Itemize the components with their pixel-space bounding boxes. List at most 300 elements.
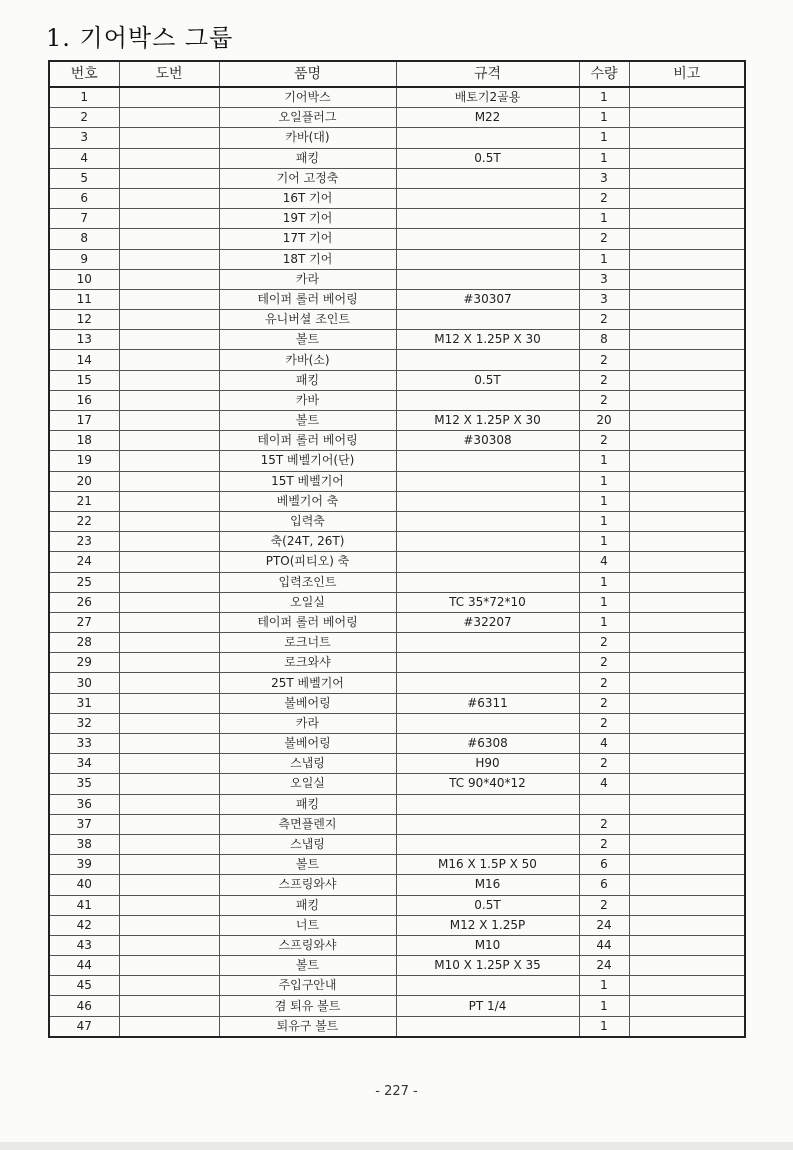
- header-note: 비고: [629, 61, 745, 87]
- cell-name: 패킹: [219, 370, 396, 390]
- cell-spec: [396, 552, 579, 572]
- cell-no: 17: [49, 411, 119, 431]
- cell-qty: 1: [579, 511, 629, 531]
- cell-no: 16: [49, 390, 119, 410]
- header-no: 번호: [49, 61, 119, 87]
- cell-spec: [396, 128, 579, 148]
- cell-name: 카바: [219, 390, 396, 410]
- page-title: 1. 기어박스 그룹: [46, 24, 234, 52]
- cell-qty: 24: [579, 956, 629, 976]
- cell-drawing: [119, 511, 219, 531]
- cell-qty: 1: [579, 108, 629, 128]
- cell-no: 33: [49, 734, 119, 754]
- table-row: [49, 713, 745, 733]
- cell-note: [629, 148, 745, 168]
- cell-spec: 배토기2골용: [396, 87, 579, 108]
- cell-no: 24: [49, 552, 119, 572]
- cell-name: 17T 기어: [219, 229, 396, 249]
- cell-qty: 2: [579, 633, 629, 653]
- cell-note: [629, 673, 745, 693]
- cell-no: 25: [49, 572, 119, 592]
- cell-name: 오일플러그: [219, 108, 396, 128]
- cell-spec: [396, 834, 579, 854]
- table-row: [49, 633, 745, 653]
- cell-drawing: [119, 532, 219, 552]
- cell-drawing: [119, 370, 219, 390]
- cell-note: [629, 128, 745, 148]
- cell-note: [629, 168, 745, 188]
- cell-no: 37: [49, 814, 119, 834]
- cell-qty: 1: [579, 209, 629, 229]
- cell-name: 19T 기어: [219, 209, 396, 229]
- cell-drawing: [119, 310, 219, 330]
- cell-qty: 2: [579, 229, 629, 249]
- parts-table: [48, 60, 746, 1038]
- cell-note: [629, 370, 745, 390]
- cell-drawing: [119, 693, 219, 713]
- cell-name: 유니버셜 조인트: [219, 310, 396, 330]
- cell-spec: M12 X 1.25P: [396, 915, 579, 935]
- cell-note: [629, 592, 745, 612]
- cell-qty: 1: [579, 148, 629, 168]
- table-row: [49, 592, 745, 612]
- cell-spec: 0.5T: [396, 895, 579, 915]
- cell-note: [629, 935, 745, 955]
- cell-spec: [396, 532, 579, 552]
- table-row: [49, 996, 745, 1016]
- table-row: [49, 209, 745, 229]
- cell-drawing: [119, 935, 219, 955]
- cell-qty: 8: [579, 330, 629, 350]
- cell-no: 43: [49, 935, 119, 955]
- cell-drawing: [119, 572, 219, 592]
- table-row: [49, 188, 745, 208]
- cell-name: 볼트: [219, 411, 396, 431]
- cell-drawing: [119, 289, 219, 309]
- cell-drawing: [119, 390, 219, 410]
- cell-drawing: [119, 87, 219, 108]
- table-row: [49, 451, 745, 471]
- cell-name: 스냅링: [219, 754, 396, 774]
- cell-note: [629, 431, 745, 451]
- cell-note: [629, 693, 745, 713]
- cell-qty: 1: [579, 612, 629, 632]
- cell-spec: [396, 1016, 579, 1037]
- header-drawing: 도번: [119, 61, 219, 87]
- cell-note: [629, 612, 745, 632]
- cell-spec: M10: [396, 935, 579, 955]
- cell-no: 23: [49, 532, 119, 552]
- cell-drawing: [119, 330, 219, 350]
- cell-note: [629, 330, 745, 350]
- table-row: [49, 390, 745, 410]
- cell-no: 12: [49, 310, 119, 330]
- cell-note: [629, 814, 745, 834]
- cell-note: [629, 108, 745, 128]
- cell-name: 카라: [219, 713, 396, 733]
- cell-no: 9: [49, 249, 119, 269]
- cell-no: 15: [49, 370, 119, 390]
- table-row: [49, 128, 745, 148]
- cell-no: 1: [49, 87, 119, 108]
- cell-no: 7: [49, 209, 119, 229]
- table-row: [49, 774, 745, 794]
- cell-spec: [396, 209, 579, 229]
- cell-drawing: [119, 834, 219, 854]
- table-row: [49, 915, 745, 935]
- cell-spec: #30308: [396, 431, 579, 451]
- cell-note: [629, 713, 745, 733]
- table-row: [49, 289, 745, 309]
- cell-drawing: [119, 673, 219, 693]
- cell-no: 13: [49, 330, 119, 350]
- cell-name: 퇴유구 볼트: [219, 1016, 396, 1037]
- cell-no: 22: [49, 511, 119, 531]
- table-row: [49, 511, 745, 531]
- cell-spec: [396, 310, 579, 330]
- cell-note: [629, 491, 745, 511]
- cell-spec: H90: [396, 754, 579, 774]
- cell-name: 16T 기어: [219, 188, 396, 208]
- cell-name: 볼트: [219, 855, 396, 875]
- cell-name: 테이퍼 롤러 베어링: [219, 431, 396, 451]
- cell-qty: 1: [579, 592, 629, 612]
- table-row: [49, 330, 745, 350]
- cell-qty: 2: [579, 693, 629, 713]
- cell-note: [629, 915, 745, 935]
- table-row: [49, 350, 745, 370]
- cell-qty: 1: [579, 491, 629, 511]
- cell-spec: [396, 491, 579, 511]
- table-row: [49, 754, 745, 774]
- cell-note: [629, 451, 745, 471]
- cell-qty: 2: [579, 653, 629, 673]
- header-qty: 수량: [579, 61, 629, 87]
- table-row: [49, 491, 745, 511]
- cell-spec: 0.5T: [396, 148, 579, 168]
- cell-drawing: [119, 592, 219, 612]
- table-row: [49, 431, 745, 451]
- cell-spec: [396, 976, 579, 996]
- table-row: [49, 875, 745, 895]
- cell-name: 오일실: [219, 592, 396, 612]
- cell-drawing: [119, 956, 219, 976]
- cell-qty: 4: [579, 774, 629, 794]
- cell-drawing: [119, 814, 219, 834]
- cell-no: 26: [49, 592, 119, 612]
- cell-drawing: [119, 451, 219, 471]
- cell-spec: [396, 814, 579, 834]
- cell-note: [629, 511, 745, 531]
- table-row: [49, 956, 745, 976]
- cell-no: 38: [49, 834, 119, 854]
- cell-qty: 2: [579, 370, 629, 390]
- cell-no: 14: [49, 350, 119, 370]
- cell-name: 25T 베벨기어: [219, 673, 396, 693]
- cell-no: 5: [49, 168, 119, 188]
- table-header-row: [49, 61, 745, 87]
- cell-drawing: [119, 552, 219, 572]
- table-row: [49, 653, 745, 673]
- cell-qty: 1: [579, 572, 629, 592]
- table-row: [49, 411, 745, 431]
- cell-spec: M12 X 1.25P X 30: [396, 411, 579, 431]
- cell-note: [629, 411, 745, 431]
- cell-drawing: [119, 976, 219, 996]
- cell-spec: [396, 471, 579, 491]
- cell-note: [629, 87, 745, 108]
- cell-no: 35: [49, 774, 119, 794]
- cell-drawing: [119, 895, 219, 915]
- cell-drawing: [119, 491, 219, 511]
- cell-qty: 2: [579, 834, 629, 854]
- cell-qty: 1: [579, 471, 629, 491]
- cell-no: 46: [49, 996, 119, 1016]
- cell-name: 테이퍼 롤러 베어링: [219, 612, 396, 632]
- cell-qty: 1: [579, 128, 629, 148]
- cell-drawing: [119, 653, 219, 673]
- cell-drawing: [119, 774, 219, 794]
- cell-note: [629, 834, 745, 854]
- cell-note: [629, 310, 745, 330]
- cell-no: 28: [49, 633, 119, 653]
- cell-qty: 1: [579, 1016, 629, 1037]
- table-row: [49, 310, 745, 330]
- cell-no: 20: [49, 471, 119, 491]
- cell-drawing: [119, 168, 219, 188]
- cell-note: [629, 956, 745, 976]
- table-row: [49, 673, 745, 693]
- cell-name: 입력축: [219, 511, 396, 531]
- cell-name: PTO(피티오) 축: [219, 552, 396, 572]
- cell-name: 기어 고정축: [219, 168, 396, 188]
- cell-name: 18T 기어: [219, 249, 396, 269]
- cell-name: 입력조인트: [219, 572, 396, 592]
- cell-no: 8: [49, 229, 119, 249]
- cell-note: [629, 734, 745, 754]
- cell-note: [629, 289, 745, 309]
- cell-qty: 44: [579, 935, 629, 955]
- cell-name: 로크너트: [219, 633, 396, 653]
- cell-spec: M12 X 1.25P X 30: [396, 330, 579, 350]
- cell-qty: 2: [579, 754, 629, 774]
- cell-no: 31: [49, 693, 119, 713]
- cell-note: [629, 1016, 745, 1037]
- cell-note: [629, 895, 745, 915]
- cell-note: [629, 552, 745, 572]
- table-row: [49, 976, 745, 996]
- cell-qty: 2: [579, 895, 629, 915]
- cell-note: [629, 229, 745, 249]
- cell-no: 39: [49, 855, 119, 875]
- cell-no: 29: [49, 653, 119, 673]
- cell-no: 47: [49, 1016, 119, 1037]
- table-row: [49, 168, 745, 188]
- cell-note: [629, 774, 745, 794]
- cell-spec: [396, 350, 579, 370]
- scan-edge: [0, 1142, 793, 1150]
- cell-name: 패킹: [219, 148, 396, 168]
- cell-note: [629, 633, 745, 653]
- cell-spec: TC 90*40*12: [396, 774, 579, 794]
- cell-spec: [396, 269, 579, 289]
- cell-note: [629, 471, 745, 491]
- cell-drawing: [119, 996, 219, 1016]
- cell-no: 44: [49, 956, 119, 976]
- table-row: [49, 935, 745, 955]
- cell-spec: [396, 713, 579, 733]
- cell-note: [629, 532, 745, 552]
- cell-qty: 2: [579, 390, 629, 410]
- cell-qty: 1: [579, 996, 629, 1016]
- cell-note: [629, 209, 745, 229]
- cell-no: 4: [49, 148, 119, 168]
- cell-name: 볼트: [219, 956, 396, 976]
- table-row: [49, 734, 745, 754]
- cell-qty: 2: [579, 431, 629, 451]
- cell-drawing: [119, 350, 219, 370]
- cell-spec: #6311: [396, 693, 579, 713]
- cell-qty: 3: [579, 289, 629, 309]
- cell-note: [629, 572, 745, 592]
- cell-spec: [396, 188, 579, 208]
- cell-note: [629, 794, 745, 814]
- cell-name: 기어박스: [219, 87, 396, 108]
- cell-spec: [396, 653, 579, 673]
- cell-spec: [396, 249, 579, 269]
- cell-note: [629, 855, 745, 875]
- cell-name: 겸 퇴유 볼트: [219, 996, 396, 1016]
- cell-no: 36: [49, 794, 119, 814]
- table-row: [49, 229, 745, 249]
- cell-qty: 6: [579, 855, 629, 875]
- cell-note: [629, 350, 745, 370]
- cell-name: 주입구안내: [219, 976, 396, 996]
- cell-spec: [396, 511, 579, 531]
- cell-qty: 3: [579, 269, 629, 289]
- cell-note: [629, 996, 745, 1016]
- table-row: [49, 148, 745, 168]
- cell-name: 15T 베벨기어(단): [219, 451, 396, 471]
- cell-drawing: [119, 855, 219, 875]
- cell-spec: M16 X 1.5P X 50: [396, 855, 579, 875]
- cell-spec: [396, 168, 579, 188]
- cell-name: 스프링와샤: [219, 935, 396, 955]
- cell-drawing: [119, 128, 219, 148]
- cell-no: 32: [49, 713, 119, 733]
- cell-no: 3: [49, 128, 119, 148]
- cell-spec: [396, 794, 579, 814]
- cell-name: 축(24T, 26T): [219, 532, 396, 552]
- cell-name: 측면플렌지: [219, 814, 396, 834]
- cell-qty: 1: [579, 249, 629, 269]
- table-row: [49, 532, 745, 552]
- cell-spec: PT 1/4: [396, 996, 579, 1016]
- cell-drawing: [119, 1016, 219, 1037]
- table-row: [49, 834, 745, 854]
- cell-spec: 0.5T: [396, 370, 579, 390]
- table-row: [49, 249, 745, 269]
- cell-drawing: [119, 411, 219, 431]
- cell-no: 30: [49, 673, 119, 693]
- cell-note: [629, 653, 745, 673]
- cell-note: [629, 754, 745, 774]
- cell-qty: 1: [579, 451, 629, 471]
- cell-qty: 24: [579, 915, 629, 935]
- cell-drawing: [119, 108, 219, 128]
- cell-no: 21: [49, 491, 119, 511]
- cell-qty: 2: [579, 713, 629, 733]
- cell-qty: 2: [579, 188, 629, 208]
- cell-qty: 4: [579, 734, 629, 754]
- cell-name: 볼트: [219, 330, 396, 350]
- cell-spec: [396, 451, 579, 471]
- table-row: [49, 814, 745, 834]
- cell-no: 27: [49, 612, 119, 632]
- cell-name: 카라: [219, 269, 396, 289]
- cell-drawing: [119, 713, 219, 733]
- cell-drawing: [119, 633, 219, 653]
- cell-qty: 6: [579, 875, 629, 895]
- header-name: 품명: [219, 61, 396, 87]
- cell-name: 스프링와샤: [219, 875, 396, 895]
- cell-drawing: [119, 754, 219, 774]
- cell-name: 너트: [219, 915, 396, 935]
- table-row: [49, 1016, 745, 1037]
- cell-note: [629, 188, 745, 208]
- cell-no: 18: [49, 431, 119, 451]
- cell-spec: [396, 390, 579, 410]
- table-row: [49, 794, 745, 814]
- parts-table-body: [49, 87, 745, 1037]
- cell-no: 40: [49, 875, 119, 895]
- cell-no: 10: [49, 269, 119, 289]
- cell-spec: TC 35*72*10: [396, 592, 579, 612]
- cell-qty: 2: [579, 310, 629, 330]
- cell-drawing: [119, 249, 219, 269]
- cell-qty: [579, 794, 629, 814]
- table-row: [49, 370, 745, 390]
- cell-drawing: [119, 209, 219, 229]
- cell-spec: #32207: [396, 612, 579, 632]
- cell-note: [629, 269, 745, 289]
- cell-name: 스냅링: [219, 834, 396, 854]
- cell-no: 19: [49, 451, 119, 471]
- cell-no: 2: [49, 108, 119, 128]
- cell-name: 15T 베벨기어: [219, 471, 396, 491]
- cell-no: 41: [49, 895, 119, 915]
- cell-name: 패킹: [219, 794, 396, 814]
- cell-qty: 1: [579, 976, 629, 996]
- page-number: - 227 -: [375, 1084, 418, 1099]
- cell-name: 카바(대): [219, 128, 396, 148]
- table-row: [49, 269, 745, 289]
- cell-name: 볼베어링: [219, 734, 396, 754]
- cell-spec: M16: [396, 875, 579, 895]
- cell-no: 45: [49, 976, 119, 996]
- cell-drawing: [119, 915, 219, 935]
- table-row: [49, 108, 745, 128]
- cell-no: 6: [49, 188, 119, 208]
- cell-drawing: [119, 734, 219, 754]
- cell-spec: [396, 673, 579, 693]
- cell-qty: 1: [579, 87, 629, 108]
- cell-drawing: [119, 148, 219, 168]
- cell-name: 테이퍼 롤러 베어링: [219, 289, 396, 309]
- cell-qty: 2: [579, 350, 629, 370]
- cell-spec: M10 X 1.25P X 35: [396, 956, 579, 976]
- cell-name: 로크와샤: [219, 653, 396, 673]
